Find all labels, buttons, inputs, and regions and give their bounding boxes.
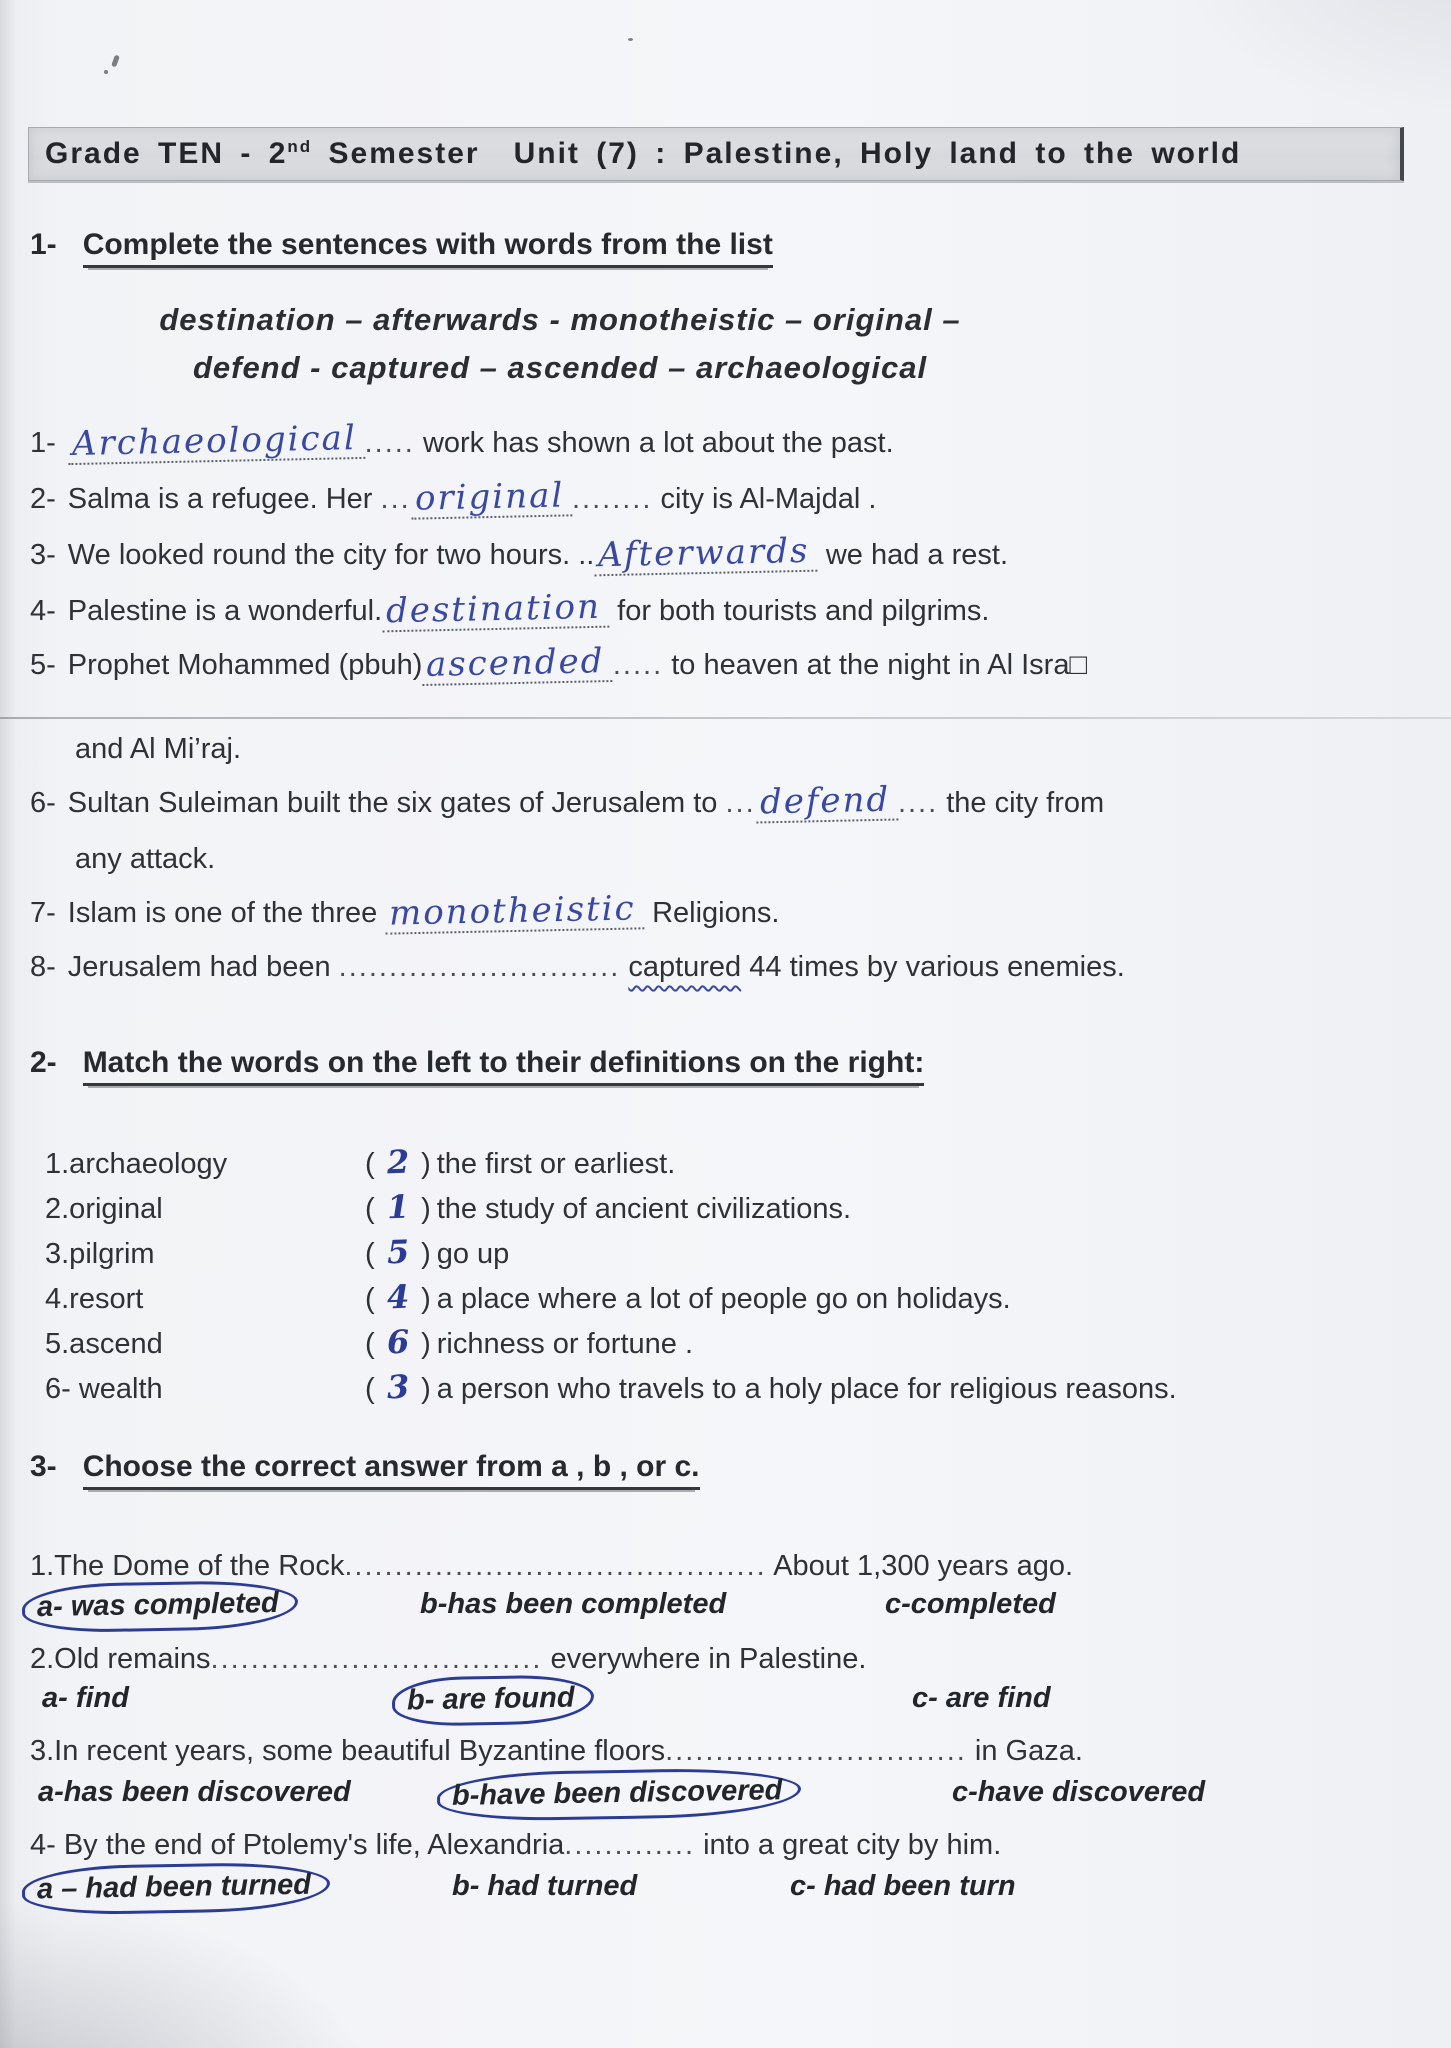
mcq-2-option-a: a- find <box>42 1682 129 1714</box>
match-row <box>45 1230 509 1277</box>
pen-speck <box>628 38 633 41</box>
sentence-1-answer: Archaeological <box>67 420 365 465</box>
mcq-2-option-b-label: b- are found <box>406 1681 575 1717</box>
match-row <box>45 1140 675 1187</box>
mcq-4-option-a <box>30 1870 322 1907</box>
pen-speck <box>111 55 120 68</box>
sentence-7-answer: monotheistic <box>385 890 644 934</box>
mcq-1-option-a-label: a- was completed <box>36 1586 279 1624</box>
sentence-5-text-line2: and Al Mi’raj. <box>75 733 242 765</box>
sentence-8 <box>30 944 1125 990</box>
section1-title: Complete the sentences with words from the list <box>83 228 773 268</box>
paren-close: ) <box>421 1193 431 1225</box>
mcq-2-stem-post: everywhere in Palestine. <box>550 1643 867 1675</box>
mcq-3-option-b <box>445 1776 793 1813</box>
sentence-1-number: 1- <box>30 427 56 459</box>
match-answer-number: 2 <box>386 1142 410 1182</box>
sentence-3-answer: Afterwards <box>594 533 818 577</box>
answer-circle <box>22 1580 299 1634</box>
sentence-1-text: work has shown a lot about the past. <box>422 427 894 459</box>
sentence-7-text-pre: Islam is one of the three <box>67 897 378 929</box>
section2-number: 2- <box>30 1046 57 1079</box>
mcq-2-option-b <box>400 1682 586 1719</box>
match-row <box>45 1320 693 1367</box>
sentence-7-number: 7- <box>30 897 56 929</box>
word-bank-line1: destination – afterwards - monotheistic – original – <box>159 302 961 337</box>
match-answer-number: 5 <box>386 1232 410 1272</box>
mcq-3-option-a: a-has been discovered <box>38 1776 351 1808</box>
sentence-5 <box>30 642 1087 688</box>
mcq-3-stem-text: 3.In recent years, some beautiful Byzantine floors <box>30 1735 666 1767</box>
worksheet-title-bar <box>28 127 1404 181</box>
sentence-1 <box>30 420 894 466</box>
mcq-2-stem <box>30 1636 866 1682</box>
answer-circle <box>437 1767 802 1822</box>
title-grade: Grade TEN - 2 <box>45 137 288 170</box>
match-word: 2.original <box>45 1193 163 1225</box>
paren-open: ( <box>365 1193 375 1225</box>
mcq-4-option-c: c- had been turn <box>790 1870 1016 1902</box>
mcq-1-option-b: b-has been completed <box>420 1588 727 1620</box>
match-row <box>45 1365 1177 1412</box>
worksheet-title <box>45 137 1241 171</box>
answer-circle <box>392 1674 594 1727</box>
word-bank <box>0 296 1120 392</box>
paren-close: ) <box>421 1373 431 1405</box>
paren-close: ) <box>421 1328 431 1360</box>
sentence-5-text-post: to heaven at the night in Al Isra□ <box>671 649 1087 681</box>
match-definition: richness or fortune . <box>436 1328 694 1360</box>
match-definition: go up <box>436 1238 510 1270</box>
section3-number: 3- <box>30 1450 57 1483</box>
sentence-6-text-line2: any attack. <box>75 843 216 875</box>
mcq-4-stem-post: into a great city by him. <box>703 1829 1002 1861</box>
paren-open: ( <box>365 1148 375 1180</box>
paren-open: ( <box>365 1328 375 1360</box>
sentence-6-answer: defend <box>755 782 898 824</box>
match-answer-number: 4 <box>386 1277 410 1317</box>
match-word: 4.resort <box>45 1283 144 1315</box>
section1-heading <box>30 228 773 262</box>
match-row <box>45 1275 1011 1322</box>
mcq-4-dots: ............. <box>564 1829 696 1861</box>
mcq-3-stem <box>30 1728 1083 1774</box>
sentence-2-dots-right: ........ <box>571 483 653 515</box>
sentence-3-text-pre: We looked round the city for two hours. .. <box>67 539 595 571</box>
paren-close: ) <box>421 1238 431 1270</box>
section2-heading <box>30 1046 924 1080</box>
match-word: 3.pilgrim <box>45 1238 155 1270</box>
sentence-6-dots-left: ... <box>725 787 756 819</box>
title-semester: Semester <box>312 137 480 170</box>
sentence-5-answer: ascended <box>422 643 613 686</box>
mcq-4-stem <box>30 1822 1001 1868</box>
sentence-4-text-post: for both tourists and pilgrims. <box>617 595 990 627</box>
sentence-4-answer: destination <box>382 589 610 633</box>
sentence-8-text-post: 44 times by various enemies. <box>749 951 1125 983</box>
sentence-6-text-post: the city from <box>946 787 1105 819</box>
title-ordinal: nd <box>287 137 313 156</box>
sentence-5-number: 5- <box>30 649 56 681</box>
mcq-1-option-c: c-completed <box>885 1588 1056 1620</box>
title-unit: Unit (7) : Palestine, Holy land to the world <box>513 137 1242 170</box>
sentence-2 <box>30 476 876 522</box>
section3-title: Choose the correct answer from a , b , or c. <box>83 1450 700 1490</box>
sentence-3 <box>30 532 1008 578</box>
sentence-8-text-pre: Jerusalem had been <box>67 951 331 983</box>
sentence-8-underlined-word: captured <box>628 951 742 983</box>
match-definition: the first or earliest. <box>436 1148 676 1180</box>
match-definition: a place where a lot of people go on holidays. <box>436 1283 1011 1315</box>
word-bank-line2: defend - captured – ascended – archaeological <box>192 350 928 385</box>
sentence-6-dots-right: .... <box>897 787 939 819</box>
match-answer-number: 6 <box>386 1322 410 1362</box>
mcq-3-option-b-label: b-have been discovered <box>451 1774 783 1812</box>
sentence-2-dots-left: ... <box>380 483 411 515</box>
paren-close: ) <box>421 1283 431 1315</box>
sentence-8-dots: ............................ <box>338 951 621 983</box>
match-answer-number: 3 <box>386 1367 410 1407</box>
sentence-8-number: 8- <box>30 951 56 983</box>
sentence-5-continued <box>75 726 241 772</box>
match-answer-number: 1 <box>386 1187 410 1227</box>
match-definition: the study of ancient civilizations. <box>436 1193 852 1225</box>
paren-open: ( <box>365 1373 375 1405</box>
mcq-2-option-c: c- are find <box>912 1682 1051 1714</box>
match-row <box>45 1185 851 1232</box>
mcq-1-stem-text: 1.The Dome of the Rock <box>30 1550 345 1582</box>
paren-close: ) <box>421 1148 431 1180</box>
mcq-2-stem-text: 2.Old remains <box>30 1643 211 1675</box>
mcq-3-dots: .............................. <box>665 1735 967 1767</box>
sentence-5-text-pre: Prophet Mohammed (pbuh) <box>67 649 423 681</box>
sentence-6-continued <box>75 836 215 882</box>
mcq-4-stem-text: 4- By the end of Ptolemy's life, Alexandria <box>30 1829 565 1861</box>
mcq-4-options <box>0 1870 1451 1918</box>
sentence-6-text-pre: Sultan Suleiman built the six gates of Jerusalem to <box>67 787 718 819</box>
mcq-2-dots: ................................. <box>210 1643 543 1675</box>
sentence-2-text-pre: Salma is a refugee. Her <box>67 483 373 515</box>
sentence-7-text-post: Religions. <box>652 897 780 929</box>
mcq-1-options <box>0 1588 1451 1636</box>
paren-open: ( <box>365 1283 375 1315</box>
sentence-2-text-post: city is Al-Majdal . <box>660 483 877 515</box>
match-definition: a person who travels to a holy place for religious reasons. <box>436 1373 1177 1405</box>
sentence-4-number: 4- <box>30 595 56 627</box>
paren-open: ( <box>365 1238 375 1270</box>
mcq-3-stem-post: in Gaza. <box>974 1735 1083 1767</box>
mcq-2-options <box>0 1682 1451 1730</box>
mcq-1-dots: .......................................... <box>344 1550 767 1582</box>
sentence-1-dots: ..... <box>364 427 415 459</box>
sentence-4-text-pre: Palestine is a wonderful. <box>67 595 383 627</box>
sentence-4 <box>30 588 989 634</box>
sentence-7 <box>30 890 779 936</box>
sentence-5-dots: ..... <box>612 649 664 681</box>
mcq-1-option-a <box>30 1588 290 1625</box>
match-word: 1.archaeology <box>45 1148 228 1180</box>
match-word: 5.ascend <box>45 1328 163 1360</box>
sentence-3-number: 3- <box>30 539 56 571</box>
sentence-6 <box>30 780 1104 826</box>
section1-number: 1- <box>30 228 57 261</box>
mcq-4-option-a-label: a – had been turned <box>36 1868 312 1906</box>
section3-heading <box>30 1450 700 1484</box>
scan-fold-line <box>0 717 1451 719</box>
answer-circle <box>22 1861 331 1915</box>
sentence-2-number: 2- <box>30 483 56 515</box>
pen-speck <box>104 70 108 74</box>
mcq-1-stem-post: About 1,300 years ago. <box>773 1550 1074 1582</box>
sentence-3-text-post: we had a rest. <box>825 539 1008 571</box>
mcq-3-options <box>0 1776 1451 1824</box>
sentence-6-number: 6- <box>30 787 56 819</box>
match-word: 6- wealth <box>45 1373 163 1405</box>
mcq-3-option-c: c-have discovered <box>952 1776 1206 1808</box>
sentence-2-answer: original <box>410 477 572 519</box>
section2-title: Match the words on the left to their definitions on the right: <box>83 1046 925 1086</box>
mcq-4-option-b: b- had turned <box>452 1870 638 1902</box>
